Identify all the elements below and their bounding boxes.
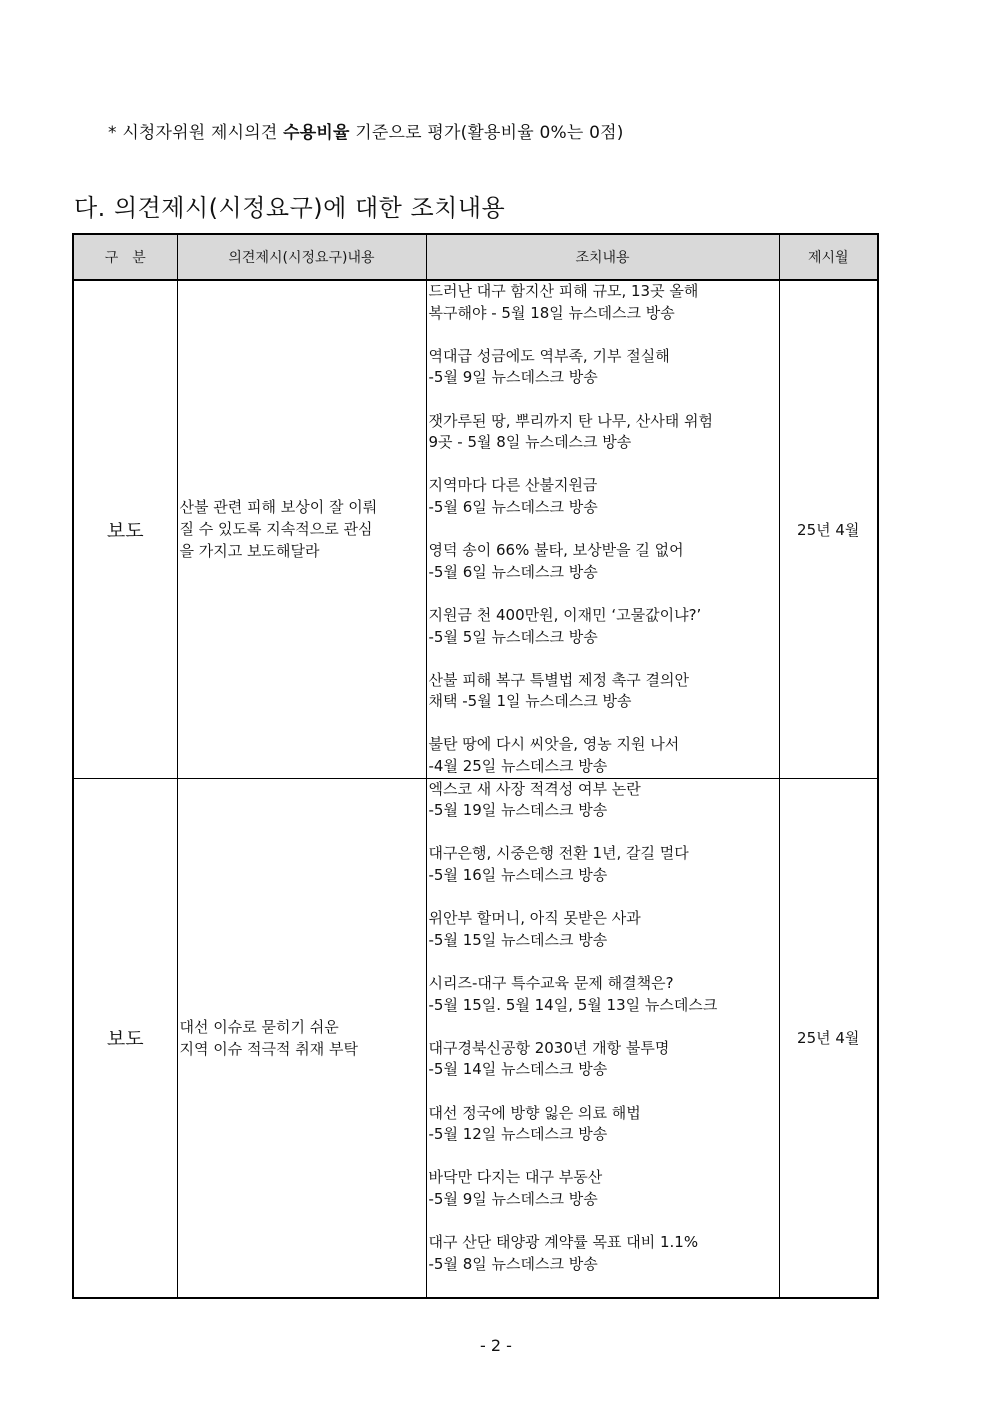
action-headline: 영덕 송이 66% 불타, 보상받을 길 없어 [428,541,684,560]
action-broadcast-date: -5월 6일 뉴스데스크 방송 [428,562,598,581]
table-header-row [73,234,878,280]
header-month: 제시월 [779,234,878,280]
action-broadcast-date: -5월 8일 뉴스데스크 방송 [428,1254,598,1273]
request-cell [177,280,426,778]
action-headline: 불탄 땅에 다시 씨앗을, 영농 지원 나서 [428,735,680,754]
action-item [429,411,777,454]
actions-cell [426,280,779,778]
note-bullet: * [108,123,117,143]
header-request: 의견제시(시정요구)내용 [177,234,426,280]
action-item [429,843,777,886]
action-headline: 위안부 할머니, 아직 못받은 사과 [428,909,641,928]
action-broadcast-date: 9곳 - 5월 8일 뉴스데스크 방송 [428,433,632,452]
action-item [429,779,777,822]
action-item [429,540,777,583]
action-headline: 대구경북신공항 2030년 개항 불투명 [428,1038,670,1057]
action-broadcast-date: 복구해야 - 5월 18일 뉴스데스크 방송 [428,303,675,322]
page-number: - 2 - [480,1336,512,1355]
note-text-bold: 수용비율 [283,123,350,143]
action-headline: 잿가루된 땅, 뿌리까지 탄 나무, 산사태 위험 [428,411,713,430]
request-line: 을 가지고 보도해달라 [179,542,320,561]
action-broadcast-date: -5월 14일 뉴스데스크 방송 [428,1060,608,1079]
action-headline: 엑스코 새 사장 적격성 여부 논란 [428,779,641,798]
header-actions: 조치내용 [426,234,779,280]
action-headline: 지원금 천 400만원, 이재민 ‘고물값이냐?’ [428,605,702,624]
note-text-1: 시청자위원 제시의견 [122,123,284,143]
evaluation-note [108,118,624,143]
request-line: 지역 이슈 적극적 취재 부탁 [179,1039,358,1058]
action-broadcast-date: -5월 19일 뉴스데스크 방송 [428,801,608,820]
action-broadcast-date: -5월 5일 뉴스데스크 방송 [428,627,598,646]
action-headline: 산불 피해 복구 특별법 제정 촉구 결의안 [428,670,689,689]
action-item [429,1167,777,1210]
action-broadcast-date: -5월 12일 뉴스데스크 방송 [428,1125,608,1144]
month-cell: 25년 4월 [779,778,878,1298]
action-headline: 대선 정국에 방향 잃은 의료 해법 [428,1103,641,1122]
action-headline: 대구은행, 시중은행 전환 1년, 갈길 멀다 [428,844,689,863]
action-broadcast-date: -5월 9일 뉴스데스크 방송 [428,368,598,387]
action-broadcast-date: 채택 -5월 1일 뉴스데스크 방송 [428,692,632,711]
action-headline: 지역마다 다른 산불지원금 [428,476,598,495]
action-item [429,346,777,389]
action-headline: 역대급 성금에도 역부족, 기부 절실해 [428,346,670,365]
action-item [429,734,777,777]
action-item [429,908,777,951]
action-broadcast-date: -5월 6일 뉴스데스크 방송 [428,497,598,516]
actions-table [72,233,879,1299]
request-line: 질 수 있도록 지속적으로 관심 [179,520,373,539]
action-item [429,1103,777,1146]
request-line: 대선 이슈로 묻히기 쉬운 [179,1017,339,1036]
header-category: 구 분 [73,234,177,280]
action-item [429,605,777,648]
request-cell [177,778,426,1298]
action-item [429,670,777,713]
action-headline: 대구 산단 태양광 계약률 목표 대비 1.1% [428,1233,699,1252]
action-broadcast-date: -5월 15일. 5월 14일, 5월 13일 뉴스데스크 [428,995,718,1014]
table-row [73,778,878,1298]
action-item [429,1038,777,1081]
action-headline: 바닥만 다지는 대구 부동산 [428,1168,603,1187]
table-row [73,280,878,778]
section-title: 다. 의견제시(시정요구)에 대한 조치내용 [74,194,506,222]
request-line: 산불 관련 피해 보상이 잘 이뤄 [179,498,378,517]
action-headline: 드러난 대구 함지산 피해 규모, 13곳 올해 [428,282,699,300]
action-headline: 시리즈-대구 특수교육 문제 해결책은? [428,974,674,992]
action-item [429,475,777,518]
note-text-2: 기준으로 평가(활용비율 0%는 0점) [349,123,624,143]
action-item [429,973,777,1016]
action-item [429,1232,777,1275]
month-cell: 25년 4월 [779,280,878,778]
category-cell: 보도 [73,280,177,778]
action-broadcast-date: -5월 15일 뉴스데스크 방송 [428,930,608,949]
action-broadcast-date: -5월 9일 뉴스데스크 방송 [428,1189,598,1208]
action-broadcast-date: -5월 16일 뉴스데스크 방송 [428,866,608,885]
action-broadcast-date: -4월 25일 뉴스데스크 방송 [428,757,608,776]
action-item [429,281,777,324]
category-cell: 보도 [73,778,177,1298]
actions-cell [426,778,779,1298]
